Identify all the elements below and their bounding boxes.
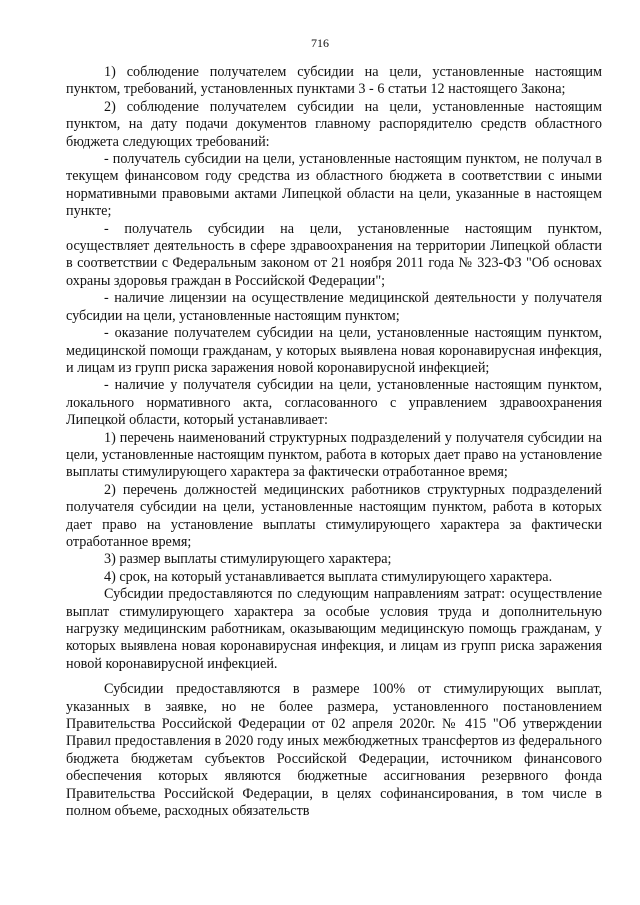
paragraph-requirement-covid-care: - оказание получателем субсидии на цели, установленные настоящим пунктом, медицинской помощи гражданам, у которых выявлена новая коронавирусная инфекция, и лицам из групп риска заражения новой коронавирусной инфекцией; xyxy=(66,325,602,376)
paragraph-act-item-3: 3) размер выплаты стимулирующего характера; xyxy=(104,551,392,568)
paragraph-act-item-2: 2) перечень должностей медицинских работников структурных подразделений получателя субсидии на цели, установленные настоящим пунктом, работа в которых дает право на установление выплаты стимулирующего характера за фактически отработанное время; xyxy=(66,481,602,550)
page-number: 716 xyxy=(311,36,329,50)
paragraph-requirement-no-other-funds: - получатель субсидии на цели, установленные настоящим пунктом, не получал в текущем финансовом году средства из областного бюджета в соответствии с иными нормативными правовыми актами Липецкой области на цели, указанные в настоящем пункте; xyxy=(66,151,602,220)
paragraph-subsidy-directions: Субсидии предоставляются по следующим направлениям затрат: осуществление выплат стимулирующего характера за особые условия труда и дополнительную нагрузку медицинским работникам, оказывающим медицинскую помощь гражданам, у которых выявлена новая коронавирусная инфекция, и лицам из групп риска заражения новой коронавирусной инфекцией. xyxy=(66,586,602,672)
paragraph-act-item-4: 4) срок, на который устанавливается выплата стимулирующего характера. xyxy=(104,568,553,585)
paragraph-act-item-1: 1) перечень наименований структурных подразделений у получателя субсидии на цели, установленные настоящим пунктом, работа в которых дает право на установление выплаты стимулирующего характера за фактически отработанное время; xyxy=(66,429,602,481)
paragraph-requirement-license: - наличие лицензии на осуществление медицинской деятельности у получателя субсидии на цели, установленные настоящим пунктом; xyxy=(66,290,602,324)
paragraph-subsidy-amount: Субсидии предоставляются в размере 100% от стимулирующих выплат, указанных в заявке, но не более размера, установленного постановлением Правительства Российской Федерации от 02 апреля 2020г. № 415 "Об утверждении Правил предоставления в 2020 году иных межбюджетных трансфертов из федерального бюджета бюджетам субъектов Российской Федерации, источником финансового обеспечения которых являются бюджетные ассигнования резервного фонда Правительства Российской Федерации, в целях софинансирования, в том числе в полном объеме, расходных обязательств xyxy=(66,681,602,820)
paragraph-condition-2: 2) соблюдение получателем субсидии на цели, установленные настоящим пунктом, на дату подачи документов главному распорядителю средств областного бюджета следующих требований: xyxy=(66,98,602,150)
paragraph-requirement-healthcare-activity: - получатель субсидии на цели, установленные настоящим пунктом, осуществляет деятельность в сфере здравоохранения на территории Липецкой области в соответствии с Федеральным законом от 21 ноября 2011 года № 323-ФЗ "Об основах охраны здоровья граждан в Российской Федерации"; xyxy=(66,220,602,289)
paragraph-requirement-local-act: - наличие у получателя субсидии на цели, установленные настоящим пунктом, локального нормативного акта, согласованного с управлением здравоохранения Липецкой области, который устанавливает: xyxy=(66,377,602,429)
paragraph-condition-1: 1) соблюдение получателем субсидии на цели, установленные настоящим пунктом, требований, установленных пунктами 3 - 6 статьи 12 настоящего Закона; xyxy=(66,64,602,98)
document-body xyxy=(66,64,602,820)
